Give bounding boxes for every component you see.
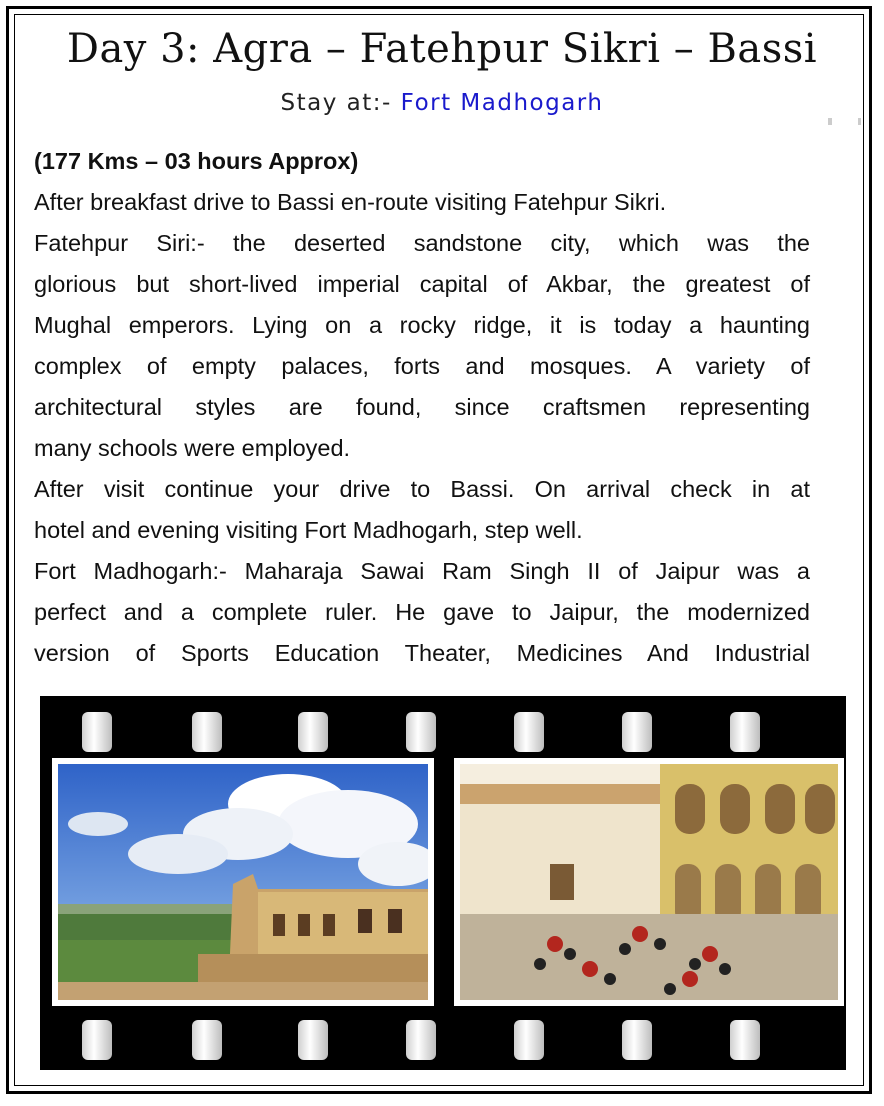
para3-line: Fort Madhogarh:- Maharaja Sawai Ram Singh II of Jaipur was a bbox=[34, 558, 810, 584]
para1-line: Mughal emperors. Lying on a rocky ridge, it is today a haunting bbox=[34, 312, 810, 338]
page-title: Day 3: Agra – Fatehpur Sikri – Bassi bbox=[66, 26, 818, 72]
para1-line: many schools were employed. bbox=[34, 435, 351, 461]
para3-line: version of Sports Education Theater, Medicines And Industrial bbox=[34, 640, 810, 666]
stay-label: Stay at:- bbox=[280, 90, 401, 116]
para1-line: glorious but short-lived imperial capital of Akbar, the greatest of bbox=[34, 271, 810, 297]
film-perforation bbox=[730, 712, 760, 752]
fort-madhogarh-link[interactable]: Fort Madhogarh bbox=[400, 90, 604, 116]
distance-note: (177 Kms – 03 hours Approx) bbox=[34, 148, 359, 174]
film-perforation bbox=[192, 1020, 222, 1060]
film-perforation bbox=[622, 712, 652, 752]
film-perforation bbox=[406, 712, 436, 752]
fort-landscape-illustration bbox=[58, 764, 428, 1000]
para2-line: hotel and evening visiting Fort Madhogarh, step well. bbox=[34, 517, 583, 543]
para1-line: complex of empty palaces, forts and mosques. A variety of bbox=[34, 353, 810, 379]
film-perforation bbox=[298, 1020, 328, 1060]
film-perforation bbox=[82, 712, 112, 752]
film-perforation bbox=[406, 1020, 436, 1060]
para1-line: Fatehpur Siri:- the deserted sandstone city, which was the bbox=[34, 230, 810, 256]
film-perforation bbox=[82, 1020, 112, 1060]
decorative-mark bbox=[828, 118, 832, 125]
stay-line bbox=[0, 90, 884, 116]
film-perforation bbox=[514, 1020, 544, 1060]
film-perforation bbox=[514, 712, 544, 752]
courtyard-photo bbox=[454, 758, 844, 1006]
film-strip bbox=[40, 696, 846, 1070]
itinerary-text bbox=[34, 141, 810, 674]
decorative-mark bbox=[858, 118, 861, 125]
fort-landscape-photo bbox=[52, 758, 434, 1006]
film-perforation bbox=[298, 712, 328, 752]
intro-line: After breakfast drive to Bassi en-route visiting Fatehpur Sikri. bbox=[34, 189, 667, 215]
film-perforation bbox=[730, 1020, 760, 1060]
courtyard-illustration bbox=[460, 764, 838, 1000]
para1-line: architectural styles are found, since craftsmen representing bbox=[34, 394, 810, 420]
film-perforation bbox=[622, 1020, 652, 1060]
para3-line: perfect and a complete ruler. He gave to Jaipur, the modernized bbox=[34, 599, 810, 625]
film-perforation bbox=[192, 712, 222, 752]
para2-line: After visit continue your drive to Bassi. On arrival check in at bbox=[34, 476, 810, 502]
